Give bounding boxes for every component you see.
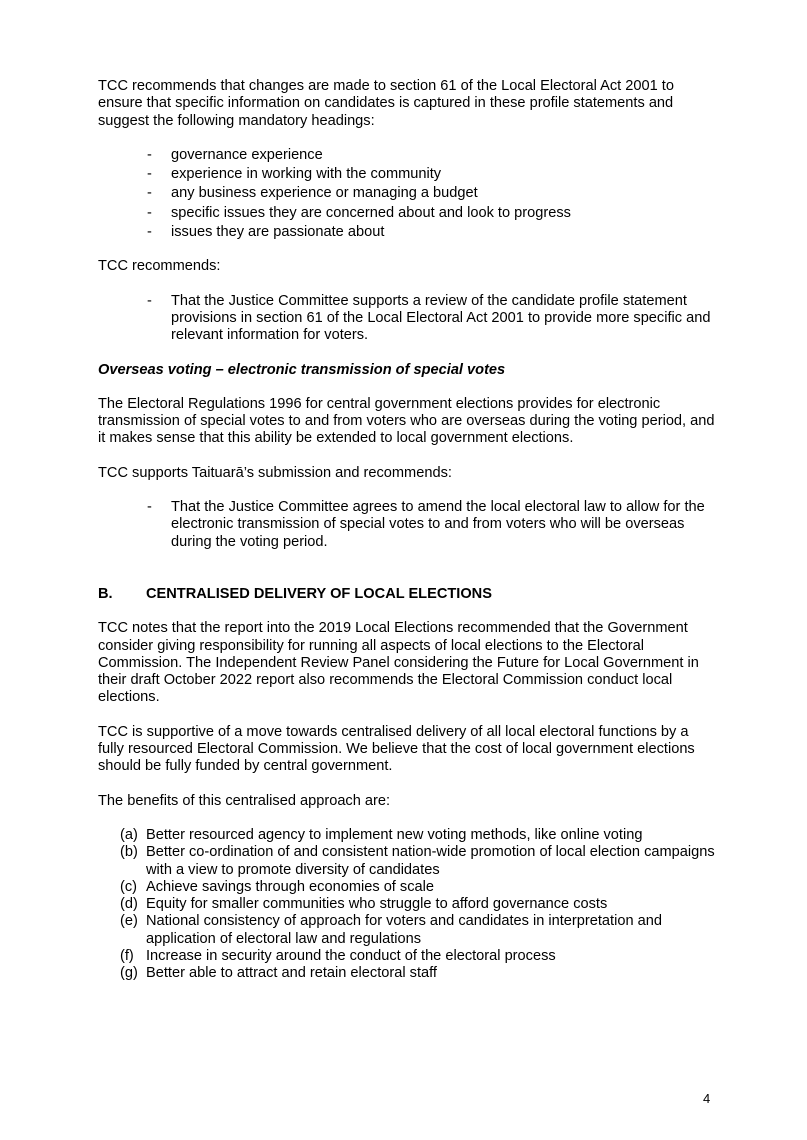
overseas-voting-heading: Overseas voting – electronic transmission of special votes	[98, 361, 506, 378]
list-item-text: Achieve savings through economies of scale	[146, 878, 434, 895]
recommendation-text: That the Justice Committee supports a review of the candidate profile statement provisions in section 61 of the Local Electoral Act 2001 to provide more specific and relevant information for voters.	[171, 292, 711, 344]
list-item-text: Better co-ordination of and consistent nation-wide promotion of local election campaigns with a view to promote diversity of candidates	[146, 844, 715, 878]
list-item	[98, 879, 718, 896]
list-item-text: National consistency of approach for voters and candidates in interpretation and application of electoral law and regulations	[146, 913, 662, 947]
list-marker: (a)	[120, 826, 138, 843]
intro-paragraph: TCC recommends that changes are made to section 61 of the Local Electoral Act 2001 to ensure that specific information on candidates is captured in these profile statements and suggest the following mandatory headings:	[98, 78, 674, 129]
list-marker: (e)	[120, 913, 138, 930]
section-heading	[98, 586, 718, 603]
list-marker: (b)	[120, 844, 138, 861]
benefits-list	[98, 827, 718, 983]
page-number: 4	[703, 1091, 711, 1106]
list-item	[98, 166, 718, 183]
section-letter: B.	[98, 585, 113, 602]
list-item-text: Better able to attract and retain electoral staff	[146, 965, 437, 982]
list-item-text: governance experience	[171, 146, 323, 163]
recommendation-text: That the Justice Committee agrees to amend the local electoral law to allow for the electronic transmission of special votes to and from voters who will be overseas during the voting period.	[171, 499, 705, 550]
list-item-text: any business experience or managing a budget	[171, 185, 478, 202]
supports-paragraph: TCC supports Taituarā’s submission and recommends:	[98, 464, 452, 481]
mandatory-headings-list	[98, 147, 718, 241]
list-item	[98, 147, 718, 164]
list-marker: (c)	[120, 878, 138, 895]
list-marker: (g)	[120, 965, 138, 982]
list-dash: -	[147, 499, 152, 516]
list-dash: -	[147, 204, 152, 221]
list-item	[98, 844, 718, 879]
list-item	[98, 205, 718, 222]
section-title: CENTRALISED DELIVERY OF LOCAL ELECTIONS	[146, 585, 492, 602]
list-item-text: issues they are passionate about	[171, 224, 385, 241]
list-item-text: Better resourced agency to implement new voting methods, like online voting	[146, 826, 643, 843]
list-item	[98, 913, 718, 948]
list-dash: -	[147, 224, 152, 241]
list-item	[98, 827, 718, 844]
recommendation-item	[98, 293, 718, 345]
list-item	[98, 224, 718, 241]
benefits-intro: The benefits of this centralised approach are:	[98, 792, 391, 809]
list-item	[98, 948, 718, 965]
list-item-text: Equity for smaller communities who struggle to afford governance costs	[146, 896, 608, 913]
list-item-text: experience in working with the community	[171, 166, 442, 183]
list-item-text: Increase in security around the conduct of the electoral process	[146, 947, 556, 964]
list-item-text: specific issues they are concerned about and look to progress	[171, 204, 571, 221]
list-marker: (f)	[120, 947, 134, 964]
recommends-label: TCC recommends:	[98, 258, 221, 275]
list-dash: -	[147, 185, 152, 202]
list-item	[98, 965, 718, 982]
recommendation-list-2	[98, 499, 718, 551]
list-dash: -	[147, 292, 152, 309]
document-page	[98, 78, 718, 983]
list-item	[98, 896, 718, 913]
recommendation-list-1	[98, 293, 718, 345]
notes-paragraph: TCC notes that the report into the 2019 Local Elections recommended that the Government consider giving responsibility for running all aspects of local elections to the Electoral Commission. The Independent Review Panel considering the Future for Local Government in their draft October 2022 report also recommends the Electoral Commission conduct local elections.	[98, 620, 699, 706]
list-item	[98, 185, 718, 202]
list-marker: (d)	[120, 896, 138, 913]
overseas-paragraph: The Electoral Regulations 1996 for central government elections provides for electronic transmission of special votes to and from voters who are overseas during the voting period, and it makes sense that this ability be extended to local government elections.	[98, 395, 715, 447]
recommendation-item	[98, 499, 718, 551]
list-dash: -	[147, 166, 152, 183]
list-dash: -	[147, 146, 152, 163]
supportive-paragraph: TCC is supportive of a move towards centralised delivery of all local electoral functions by a fully resourced Electoral Commission. We believe that the cost of local government elections should be fully funded by central government.	[98, 723, 695, 775]
